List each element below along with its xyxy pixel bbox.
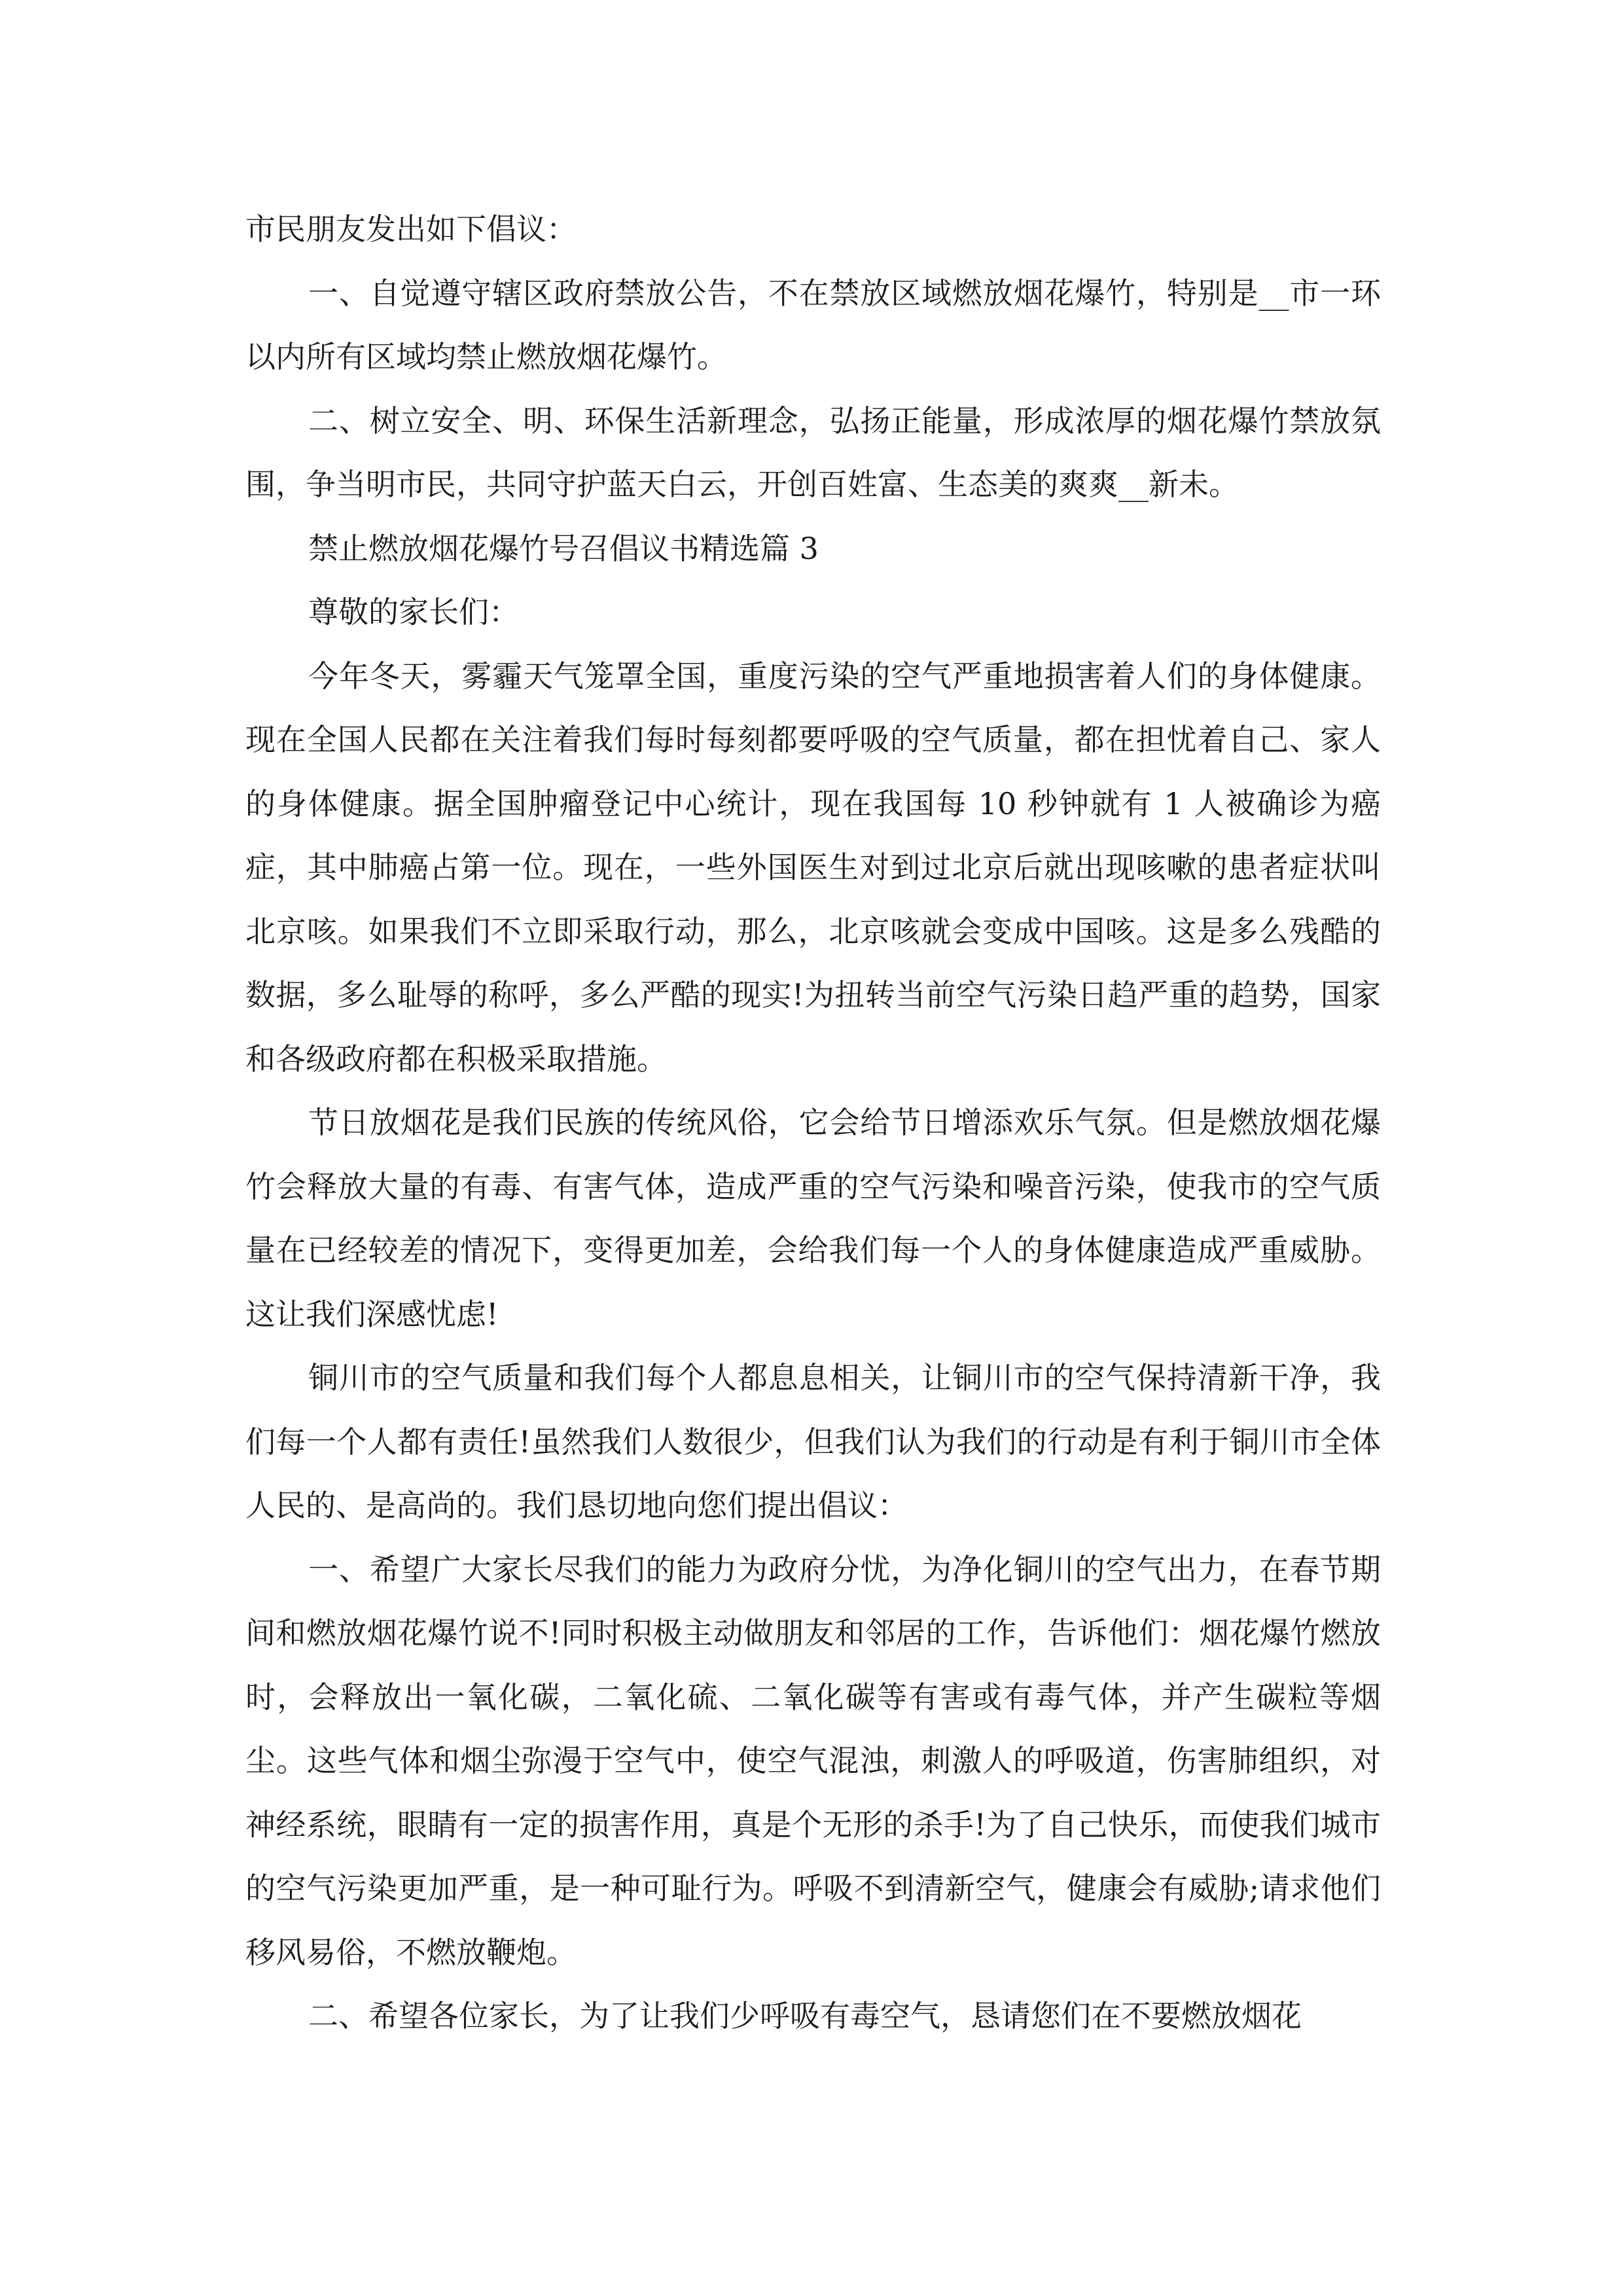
document-body xyxy=(245,198,1381,2049)
paragraph-parents-proposal-one: 一、希望广大家长尽我们的能力为政府分忧，为净化铜川的空气出力，在春节期间和燃放烟花爆竹说不!同时积极主动做朋友和邻居的工作，告诉他们：烟花爆竹燃放时，会释放出一氧化碳，二氧化硫、二氧化碳等有害或有毒气体，并产生碳粒等烟尘。这些气体和烟尘弥漫于空气中，使空气混浊，刺激人的呼吸道，伤害肺组织，对神经系统，眼睛有一定的损害作用，真是个无形的杀手!为了自己快乐，而使我们城市的空气污染更加严重，是一种可耻行为。呼吸不到清新空气，健康会有威胁;请求他们移风易俗，不燃放鞭炮。 xyxy=(245,1551,1381,1970)
paragraph-fireworks-tradition: 节日放烟花是我们民族的传统风俗，它会给节日增添欢乐气氛。但是燃放烟花爆竹会释放大量的有毒、有害气体，造成严重的空气污染和噪音污染，使我市的空气质量在已经较差的情况下，变得更加差，会给我们每一个人的身体健康造成严重威胁。这让我们深感忧虑! xyxy=(245,1105,1381,1332)
paragraph-proposal-two: 二、树立安全、明、环保生活新理念，弘扬正能量，形成浓厚的烟花爆竹禁放氛围，争当明市民，共同守护蓝天白云，开创百姓富、生态美的爽爽__新未。 xyxy=(245,403,1381,502)
paragraph-smog: 今年冬天，雾霾天气笼罩全国，重度污染的空气严重地损害着人们的身体健康。现在全国人民都在关注着我们每时每刻都要呼吸的空气质量，都在担忧着自己、家人的身体健康。据全国肿瘤登记中心统计，现在我国每 10 秒钟就有 1 人被确诊为癌症，其中肺癌占第一位。现在，一些外国医生对到过北京后就出现咳嗽的患者症状叫北京咳。如果我们不立即采取行动，那么，北京咳就会变成中国咳。这是多么残酷的数据，多么耻辱的称呼，多么严酷的现实!为扭转当前空气污染日趋严重的趋势，国家和各级政府都在积极采取措施。 xyxy=(245,658,1381,1077)
section-heading: 禁止燃放烟花爆竹号召倡议书精选篇 3 xyxy=(308,530,819,566)
paragraph-parents-proposal-two: 二、希望各位家长，为了让我们少呼吸有毒空气，恳请您们在不要燃放烟花 xyxy=(308,1998,1302,2034)
paragraph-proposal-one: 一、自觉遵守辖区政府禁放公告，不在禁放区域燃放烟花爆竹，特别是__市一环以内所有区域均禁止燃放烟花爆竹。 xyxy=(245,275,1381,374)
salutation: 尊敬的家长们： xyxy=(308,594,519,630)
paragraph-tongchuan-air: 铜川市的空气质量和我们每个人都息息相关，让铜川市的空气保持清新干净，我们每一个人都有责任!虽然我们人数很少，但我们认为我们的行动是有利于铜川市全体人民的、是高尚的。我们恳切地向您们提出倡议： xyxy=(245,1360,1381,1523)
paragraph-citizens-intro: 市民朋友发出如下倡议： xyxy=(245,211,577,247)
